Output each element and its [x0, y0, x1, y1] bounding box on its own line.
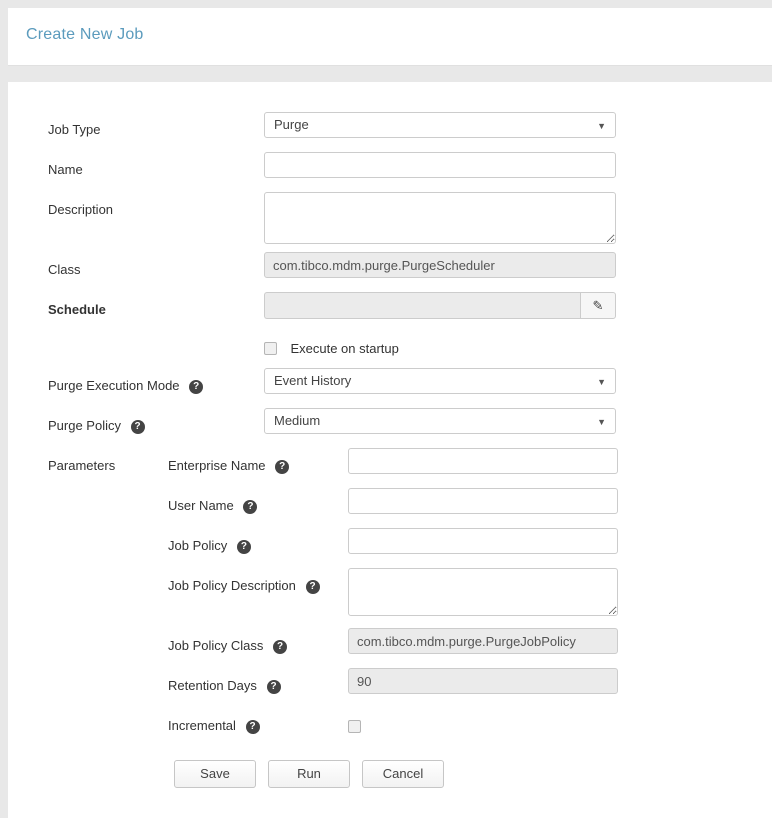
chevron-down-icon: ▼	[597, 377, 606, 387]
job-type-select[interactable]	[264, 112, 616, 138]
label-incremental	[168, 718, 260, 734]
field-job-policy	[348, 528, 618, 554]
page-title: Create New Job	[26, 26, 144, 43]
field-job-type	[264, 112, 616, 138]
row-incremental	[8, 708, 772, 748]
schedule-control	[264, 292, 616, 319]
panel-header	[8, 8, 772, 66]
purge-policy-selected-value: Medium	[274, 413, 321, 428]
row-class	[8, 252, 772, 292]
label-class: Class	[48, 262, 81, 277]
field-execute-on-startup	[264, 340, 399, 358]
row-name	[8, 152, 772, 192]
job-policy-input[interactable]	[348, 528, 618, 554]
cancel-button[interactable]: Cancel	[362, 760, 444, 788]
job-policy-description-textarea[interactable]	[348, 568, 618, 616]
job-policy-class-value: com.tibco.mdm.purge.PurgeJobPolicy	[348, 628, 618, 654]
field-user-name	[348, 488, 618, 514]
row-job-policy	[8, 528, 772, 568]
purge-execution-mode-select[interactable]	[264, 368, 616, 394]
execute-on-startup-checkbox[interactable]	[264, 342, 277, 355]
help-icon[interactable]: ?	[273, 640, 287, 654]
label-job-policy-class	[168, 638, 287, 654]
field-class	[264, 252, 616, 278]
row-job-policy-description	[8, 568, 772, 628]
label-description: Description	[48, 202, 114, 217]
field-purge-execution-mode	[264, 368, 616, 394]
help-icon[interactable]: ?	[131, 420, 145, 434]
chevron-down-icon: ▼	[597, 121, 606, 131]
label-purge-execution-mode	[48, 378, 203, 394]
label-purge-policy-text: Purge Policy	[48, 418, 121, 433]
label-retention-days	[168, 678, 281, 694]
field-schedule	[264, 292, 616, 319]
label-purge-policy	[48, 418, 145, 434]
label-name: Name	[48, 162, 83, 177]
row-job-policy-class	[8, 628, 772, 668]
label-job-policy-class-text: Job Policy Class	[168, 638, 264, 653]
purge-execution-mode-selected-value: Event History	[274, 373, 352, 388]
help-icon[interactable]: ?	[189, 380, 203, 394]
label-retention-days-text: Retention Days	[168, 678, 257, 693]
field-incremental	[348, 718, 361, 736]
label-user-name	[168, 498, 257, 514]
label-parameters: Parameters	[48, 458, 116, 473]
row-execute-on-startup	[8, 332, 772, 368]
edit-icon[interactable]: ✎	[580, 292, 616, 319]
row-job-type	[8, 112, 772, 152]
label-job-policy-description	[168, 578, 320, 594]
job-type-selected-value: Purge	[274, 117, 309, 132]
name-input[interactable]	[264, 152, 616, 178]
field-description	[264, 192, 616, 249]
row-retention-days	[8, 668, 772, 708]
run-button[interactable]: Run	[268, 760, 350, 788]
label-job-policy-description-text: Job Policy Description	[168, 578, 296, 593]
field-job-policy-class	[348, 628, 618, 654]
form-actions	[8, 748, 772, 808]
label-schedule: Schedule	[48, 302, 106, 317]
label-enterprise-name-text: Enterprise Name	[168, 458, 266, 473]
user-name-input[interactable]	[348, 488, 618, 514]
execute-on-startup-label: Execute on startup	[290, 341, 399, 357]
row-purge-policy	[8, 408, 772, 448]
description-textarea[interactable]	[264, 192, 616, 244]
help-icon[interactable]: ?	[267, 680, 281, 694]
row-schedule	[8, 292, 772, 332]
class-value: com.tibco.mdm.purge.PurgeScheduler	[264, 252, 616, 278]
help-icon[interactable]: ?	[237, 540, 251, 554]
help-icon[interactable]: ?	[243, 500, 257, 514]
label-purge-execution-mode-text: Purge Execution Mode	[48, 378, 180, 393]
field-purge-policy	[264, 408, 616, 434]
field-retention-days	[348, 668, 618, 694]
row-purge-execution-mode	[8, 368, 772, 408]
label-job-type: Job Type	[48, 122, 101, 137]
purge-policy-select[interactable]	[264, 408, 616, 434]
row-user-name	[8, 488, 772, 528]
field-enterprise-name	[348, 448, 618, 474]
incremental-checkbox[interactable]	[348, 720, 361, 733]
help-icon[interactable]: ?	[306, 580, 320, 594]
label-enterprise-name	[168, 458, 289, 474]
chevron-down-icon: ▼	[597, 417, 606, 427]
row-description	[8, 192, 772, 252]
help-icon[interactable]: ?	[275, 460, 289, 474]
label-job-policy	[168, 538, 251, 554]
field-name	[264, 152, 616, 178]
label-incremental-text: Incremental	[168, 718, 236, 733]
create-job-form	[8, 82, 772, 808]
panel-body	[8, 82, 772, 818]
retention-days-value: 90	[348, 668, 618, 694]
field-job-policy-description	[348, 568, 618, 621]
enterprise-name-input[interactable]	[348, 448, 618, 474]
label-user-name-text: User Name	[168, 498, 234, 513]
help-icon[interactable]: ?	[246, 720, 260, 734]
label-job-policy-text: Job Policy	[168, 538, 228, 553]
row-parameters-header	[8, 448, 772, 488]
schedule-input[interactable]	[264, 292, 580, 319]
save-button[interactable]: Save	[174, 760, 256, 788]
